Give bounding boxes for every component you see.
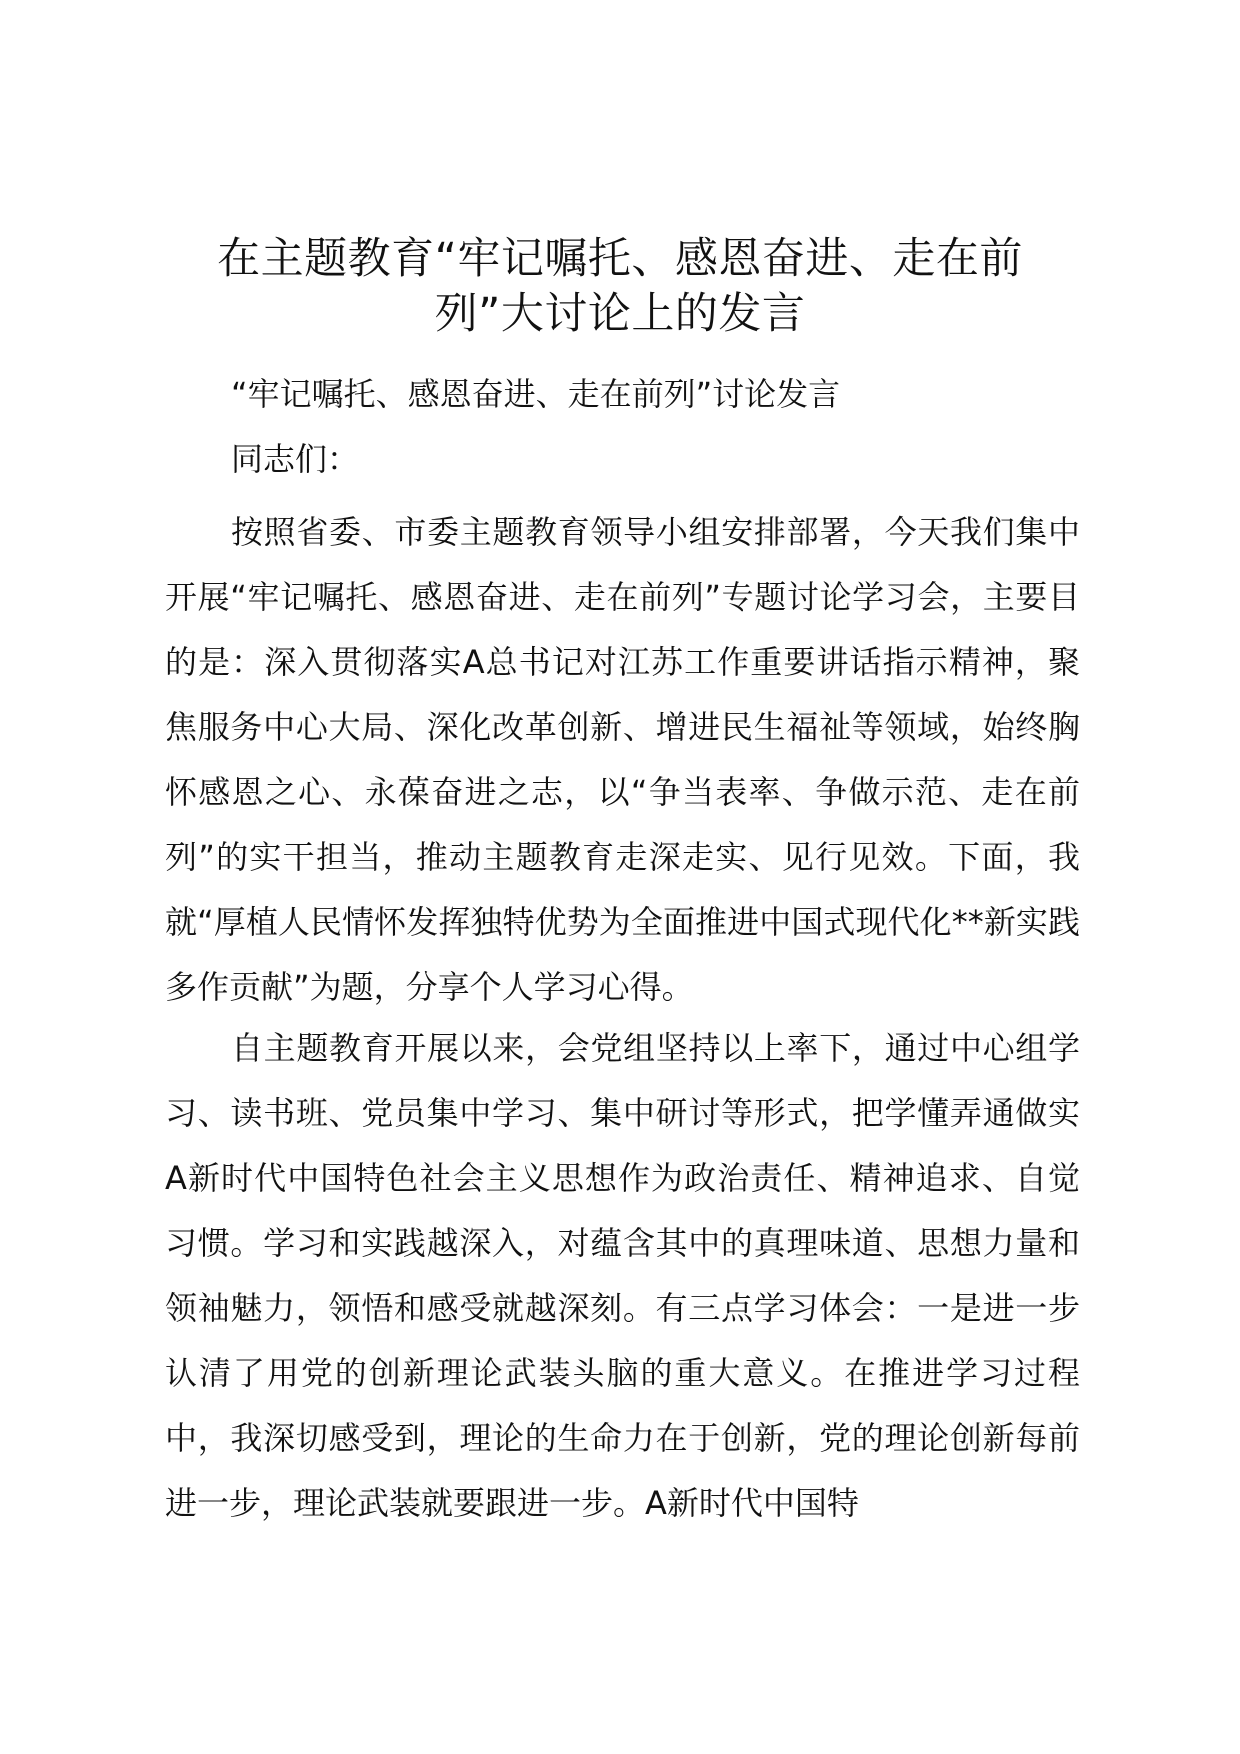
salutation: 同志们： (231, 440, 360, 478)
body-paragraph-1: 按照省委、市委主题教育领导小组安排部署，今天我们集中开展“牢记嘱托、感恩奋进、走在前列”专题讨论学习会，主要目的是：深入贯彻落实A总书记对江苏工作重要讲话指示精神，聚焦服务中心大局、深化改革创新、增进民生福祉等领域，始终胸怀感恩之心、永葆奋进之志，以“争当表率、争做示范、走在前列”的实干担当，推动主题教育走深走实、见行见效。下面，我就“厚植人民情怀发挥独特优势为全面推进中国式现代化**新实践多作贡献”为题，分享个人学习心得。 (165, 513, 1080, 1006)
document-title: 在主题教育“牢记嘱托、感恩奋进、走在前列”大讨论上的发言 (217, 234, 1023, 339)
body-paragraph-2: 自主题教育开展以来，会党组坚持以上率下，通过中心组学习、读书班、党员集中学习、集中研讨等形式，把学懂弄通做实A新时代中国特色社会主义思想作为政治责任、精神追求、自觉习惯。学习和实践越深入，对蕴含其中的真理味道、思想力量和领袖魅力，领悟和感受就越深刻。有三点学习体会：一是进一步认清了用党的创新理论武装头脑的重大意义。在推进学习过程中，我深切感受到，理论的生命力在于创新，党的理论创新每前进一步，理论武装就要跟进一步。A新时代中国特 (165, 1029, 1080, 1522)
document-subtitle: “牢记嘱托、感恩奋进、走在前列”讨论发言 (231, 375, 841, 413)
